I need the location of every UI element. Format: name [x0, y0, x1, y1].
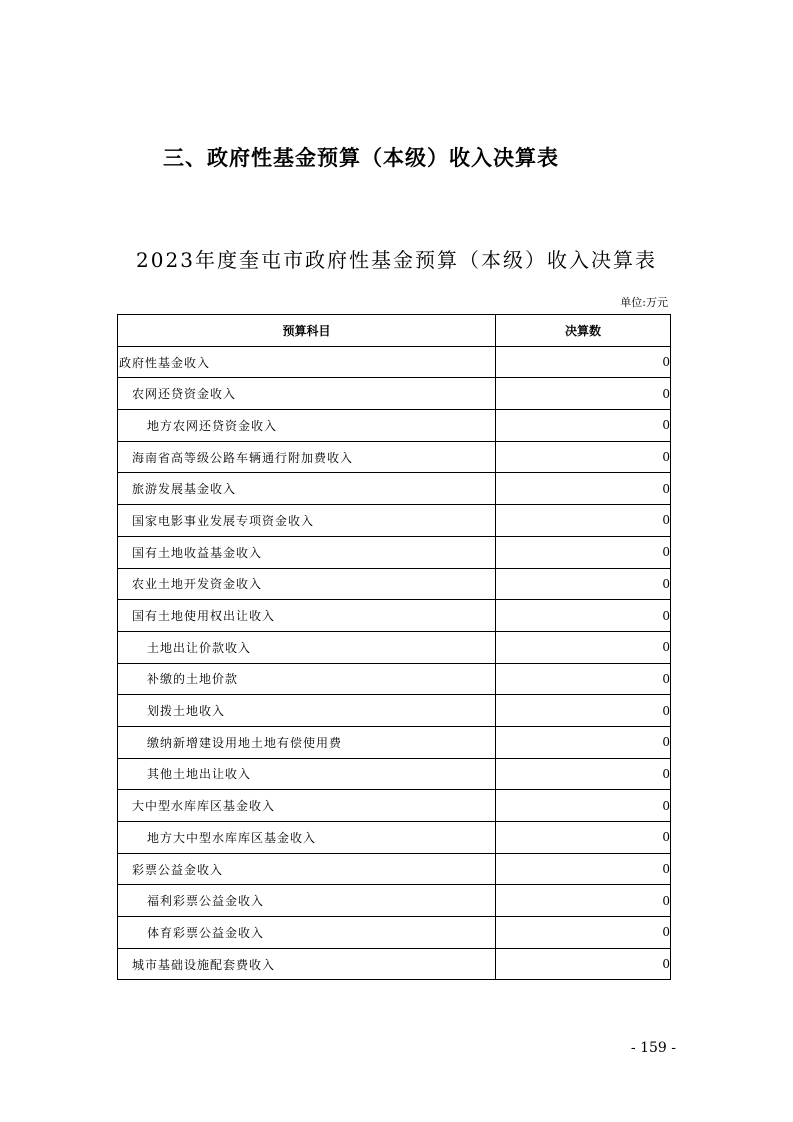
row-value: 0 — [496, 536, 671, 568]
table-row — [118, 695, 671, 727]
table-row — [118, 346, 671, 378]
row-name: 其他土地出让收入 — [118, 758, 496, 790]
row-name: 彩票公益金收入 — [118, 853, 496, 885]
table-row — [118, 917, 671, 949]
row-value: 0 — [496, 948, 671, 980]
row-name: 补缴的土地价款 — [118, 663, 496, 695]
row-name: 福利彩票公益金收入 — [118, 885, 496, 917]
table-title: 2023年度奎屯市政府性基金预算（本级）收入决算表 — [136, 248, 657, 272]
row-value: 0 — [496, 505, 671, 537]
row-value: 0 — [496, 631, 671, 663]
row-name: 国有土地使用权出让收入 — [118, 600, 496, 632]
table-row — [118, 948, 671, 980]
unit-label: 单位:万元 — [620, 296, 668, 309]
row-name: 国有土地收益基金收入 — [118, 536, 496, 568]
table-row — [118, 885, 671, 917]
row-value: 0 — [496, 726, 671, 758]
table-row — [118, 790, 671, 822]
row-name: 地方农网还贷资金收入 — [118, 410, 496, 442]
table-row — [118, 663, 671, 695]
table-row — [118, 600, 671, 632]
table-row — [118, 473, 671, 505]
row-name: 农网还贷资金收入 — [118, 378, 496, 410]
table-row — [118, 758, 671, 790]
section-heading: 三、政府性基金预算（本级）收入决算表 — [163, 146, 559, 170]
row-name: 城市基础设施配套费收入 — [118, 948, 496, 980]
column-header-name: 预算科目 — [118, 315, 496, 347]
row-name: 农业土地开发资金收入 — [118, 568, 496, 600]
column-header-value: 决算数 — [496, 315, 671, 347]
row-name: 地方大中型水库库区基金收入 — [118, 822, 496, 854]
row-value: 0 — [496, 441, 671, 473]
row-name: 土地出让价款收入 — [118, 631, 496, 663]
row-value: 0 — [496, 410, 671, 442]
table-header-row — [118, 315, 671, 347]
row-name: 缴纳新增建设用地土地有偿使用费 — [118, 726, 496, 758]
row-name: 旅游发展基金收入 — [118, 473, 496, 505]
row-name: 海南省高等级公路车辆通行附加费收入 — [118, 441, 496, 473]
row-value: 0 — [496, 568, 671, 600]
budget-table — [117, 314, 671, 980]
table-row — [118, 568, 671, 600]
row-value: 0 — [496, 885, 671, 917]
row-value: 0 — [496, 758, 671, 790]
table-row — [118, 853, 671, 885]
row-value: 0 — [496, 822, 671, 854]
row-name: 国家电影事业发展专项资金收入 — [118, 505, 496, 537]
row-value: 0 — [496, 473, 671, 505]
table-row — [118, 378, 671, 410]
table-row — [118, 822, 671, 854]
row-name: 大中型水库库区基金收入 — [118, 790, 496, 822]
row-value: 0 — [496, 600, 671, 632]
row-value: 0 — [496, 378, 671, 410]
row-value: 0 — [496, 790, 671, 822]
page-number: - 159 - — [630, 1040, 676, 1056]
table-row — [118, 410, 671, 442]
table-row — [118, 441, 671, 473]
table-row — [118, 631, 671, 663]
row-name: 划拨土地收入 — [118, 695, 496, 727]
row-value: 0 — [496, 663, 671, 695]
row-name: 政府性基金收入 — [118, 346, 496, 378]
table-row — [118, 536, 671, 568]
table-row — [118, 726, 671, 758]
row-value: 0 — [496, 917, 671, 949]
table-row — [118, 505, 671, 537]
row-value: 0 — [496, 346, 671, 378]
row-value: 0 — [496, 853, 671, 885]
row-name: 体育彩票公益金收入 — [118, 917, 496, 949]
row-value: 0 — [496, 695, 671, 727]
